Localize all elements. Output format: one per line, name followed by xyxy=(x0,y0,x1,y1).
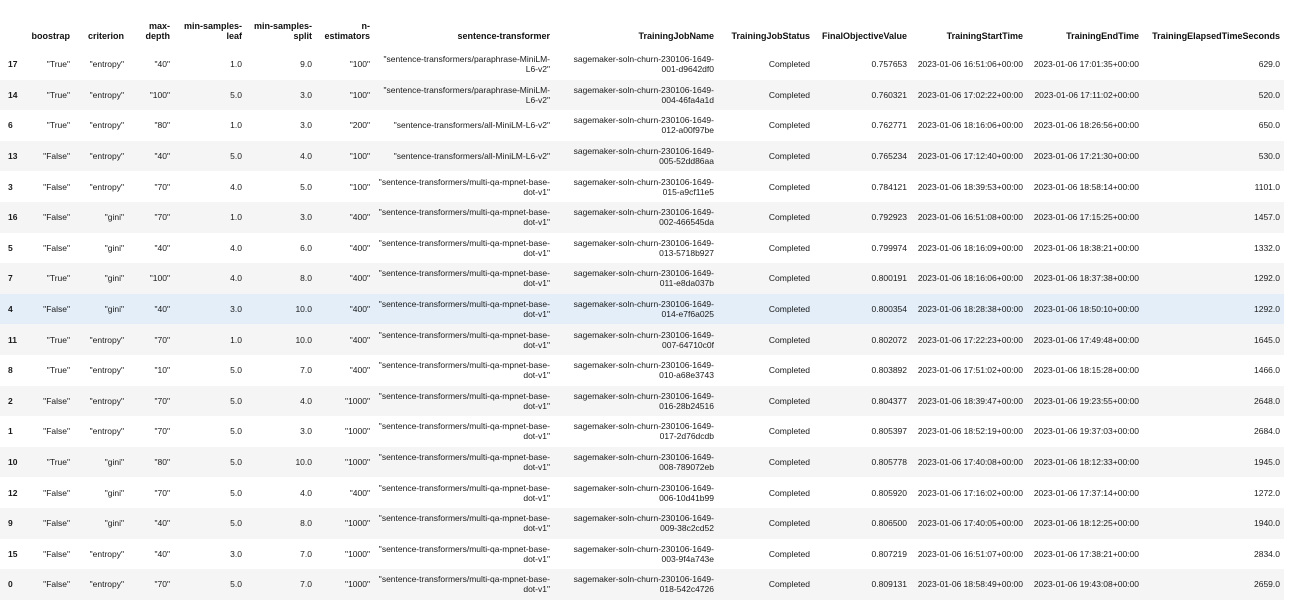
n-estimators-cell: "400" xyxy=(316,202,374,233)
training-start-time-cell: 2023-01-06 17:40:05+00:00 xyxy=(911,508,1027,539)
criterion-cell: "entropy" xyxy=(74,49,128,80)
training-job-status-cell: Completed xyxy=(718,202,814,233)
final-objective-value-cell: 0.804377 xyxy=(814,386,911,417)
training-elapsed-time-cell: 1457.0 xyxy=(1143,202,1284,233)
min-samples-split-cell: 7.0 xyxy=(246,355,316,386)
criterion-cell: "gini" xyxy=(74,477,128,508)
row-index: 8 xyxy=(0,355,24,386)
training-end-time-cell: 2023-01-06 18:26:56+00:00 xyxy=(1027,110,1143,141)
table-row[interactable] xyxy=(0,80,1284,111)
n-estimators-cell: "1000" xyxy=(316,386,374,417)
sentence-transformer-header: sentence-transformer xyxy=(457,31,550,41)
training-job-status-cell: Completed xyxy=(718,49,814,80)
n-estimators-cell: "400" xyxy=(316,294,374,325)
row-index: 0 xyxy=(0,569,24,600)
final-objective-value-cell: 0.805920 xyxy=(814,477,911,508)
min-samples-leaf-cell: 4.0 xyxy=(174,233,246,264)
sentence-transformer-cell: "sentence-transformers/all-MiniLM-L6-v2" xyxy=(374,141,554,172)
min-samples-split-cell: 8.0 xyxy=(246,263,316,294)
training-elapsed-time-cell: 1272.0 xyxy=(1143,477,1284,508)
row-index: 11 xyxy=(0,324,24,355)
min-samples-leaf-header: min-samples-leaf xyxy=(183,21,242,41)
min-samples-leaf-cell: 5.0 xyxy=(174,569,246,600)
training-end-time-cell: 2023-01-06 18:12:25+00:00 xyxy=(1027,508,1143,539)
final-objective-value-cell: 0.757653 xyxy=(814,49,911,80)
final-objective-value-cell: 0.799974 xyxy=(814,233,911,264)
training-job-name-cell: sagemaker-soln-churn-230106-1649-012-a00f97be xyxy=(554,110,718,141)
boostrap-cell: "True" xyxy=(24,447,74,478)
training-job-name-cell: sagemaker-soln-churn-230106-1649-001-d9642df0 xyxy=(554,49,718,80)
criterion-cell: "entropy" xyxy=(74,416,128,447)
boostrap-cell: "False" xyxy=(24,477,74,508)
max-depth-cell: "100" xyxy=(128,80,174,111)
min-samples-leaf-cell: 5.0 xyxy=(174,355,246,386)
training-job-status-cell: Completed xyxy=(718,416,814,447)
min-samples-split-cell: 7.0 xyxy=(246,569,316,600)
training-job-name-header: TrainingJobName xyxy=(638,31,714,41)
table-row[interactable] xyxy=(0,569,1284,600)
table-row[interactable] xyxy=(0,508,1284,539)
max-depth-cell: "70" xyxy=(128,386,174,417)
training-end-time-cell: 2023-01-06 19:43:08+00:00 xyxy=(1027,569,1143,600)
row-index: 9 xyxy=(0,508,24,539)
boostrap-cell: "True" xyxy=(24,263,74,294)
training-start-time-cell: 2023-01-06 18:39:47+00:00 xyxy=(911,386,1027,417)
final-objective-value-cell: 0.760321 xyxy=(814,80,911,111)
training-job-status-cell: Completed xyxy=(718,355,814,386)
row-index: 5 xyxy=(0,233,24,264)
sentence-transformer-cell: "sentence-transformers/paraphrase-MiniLM-L6-v2" xyxy=(374,49,554,80)
final-objective-value-cell: 0.807219 xyxy=(814,539,911,570)
criterion-cell: "entropy" xyxy=(74,141,128,172)
training-job-status-header: TrainingJobStatus xyxy=(731,31,810,41)
table-header xyxy=(0,0,1284,49)
n-estimators-cell: "400" xyxy=(316,263,374,294)
training-end-time-cell: 2023-01-06 18:38:21+00:00 xyxy=(1027,233,1143,264)
row-index: 15 xyxy=(0,539,24,570)
min-samples-leaf-cell: 5.0 xyxy=(174,477,246,508)
min-samples-leaf-cell: 3.0 xyxy=(174,294,246,325)
boostrap-cell: "False" xyxy=(24,294,74,325)
n-estimators-cell: "400" xyxy=(316,477,374,508)
training-job-status-cell: Completed xyxy=(718,263,814,294)
criterion-cell: "gini" xyxy=(74,202,128,233)
training-elapsed-time-cell: 1466.0 xyxy=(1143,355,1284,386)
training-job-name-cell: sagemaker-soln-churn-230106-1649-003-9f4a743e xyxy=(554,539,718,570)
min-samples-split-cell: 3.0 xyxy=(246,110,316,141)
table-row[interactable] xyxy=(0,324,1284,355)
training-job-name-cell: sagemaker-soln-churn-230106-1649-014-e7f6a025 xyxy=(554,294,718,325)
criterion-cell: "entropy" xyxy=(74,355,128,386)
min-samples-split-cell: 4.0 xyxy=(246,141,316,172)
final-objective-value-cell: 0.802072 xyxy=(814,324,911,355)
training-start-time-cell: 2023-01-06 16:51:08+00:00 xyxy=(911,202,1027,233)
header-row xyxy=(0,0,1284,49)
training-end-time-cell: 2023-01-06 18:37:38+00:00 xyxy=(1027,263,1143,294)
training-job-status-cell: Completed xyxy=(718,233,814,264)
max-depth-cell: "70" xyxy=(128,569,174,600)
training-job-status-cell: Completed xyxy=(718,539,814,570)
sentence-transformer-cell: "sentence-transformers/multi-qa-mpnet-base-dot-v1" xyxy=(374,508,554,539)
n-estimators-cell: "100" xyxy=(316,141,374,172)
min-samples-leaf-cell: 1.0 xyxy=(174,324,246,355)
min-samples-leaf-cell: 1.0 xyxy=(174,110,246,141)
final-objective-value-cell: 0.806500 xyxy=(814,508,911,539)
min-samples-leaf-cell: 1.0 xyxy=(174,202,246,233)
row-index: 3 xyxy=(0,171,24,202)
sentence-transformer-cell: "sentence-transformers/multi-qa-mpnet-base-dot-v1" xyxy=(374,355,554,386)
table-row[interactable] xyxy=(0,355,1284,386)
training-job-status-cell: Completed xyxy=(718,447,814,478)
training-end-time-cell: 2023-01-06 18:15:28+00:00 xyxy=(1027,355,1143,386)
n-estimators-cell: "100" xyxy=(316,171,374,202)
training-job-name-cell: sagemaker-soln-churn-230106-1649-011-e8da037b xyxy=(554,263,718,294)
n-estimators-cell: "400" xyxy=(316,324,374,355)
training-elapsed-time-cell: 1945.0 xyxy=(1143,447,1284,478)
max-depth-cell: "10" xyxy=(128,355,174,386)
min-samples-split-cell: 8.0 xyxy=(246,508,316,539)
training-end-time-header: TrainingEndTime xyxy=(1066,31,1139,41)
min-samples-leaf-cell: 5.0 xyxy=(174,447,246,478)
training-job-status-cell: Completed xyxy=(718,324,814,355)
row-index: 13 xyxy=(0,141,24,172)
table-row[interactable] xyxy=(0,416,1284,447)
training-job-name-cell: sagemaker-soln-churn-230106-1649-005-52dd86aa xyxy=(554,141,718,172)
training-end-time-cell: 2023-01-06 17:37:14+00:00 xyxy=(1027,477,1143,508)
n-estimators-cell: "1000" xyxy=(316,447,374,478)
training-end-time-cell: 2023-01-06 18:12:33+00:00 xyxy=(1027,447,1143,478)
training-end-time-cell: 2023-01-06 17:38:21+00:00 xyxy=(1027,539,1143,570)
training-job-name-cell: sagemaker-soln-churn-230106-1649-018-542c4726 xyxy=(554,569,718,600)
boostrap-cell: "False" xyxy=(24,539,74,570)
training-job-status-cell: Completed xyxy=(718,110,814,141)
training-job-name-cell: sagemaker-soln-churn-230106-1649-015-a9cf11e5 xyxy=(554,171,718,202)
training-job-status-cell: Completed xyxy=(718,141,814,172)
row-index: 14 xyxy=(0,80,24,111)
criterion-cell: "entropy" xyxy=(74,324,128,355)
training-start-time-cell: 2023-01-06 18:16:06+00:00 xyxy=(911,263,1027,294)
training-job-name-cell: sagemaker-soln-churn-230106-1649-007-64710c0f xyxy=(554,324,718,355)
final-objective-value-cell: 0.765234 xyxy=(814,141,911,172)
training-end-time-cell: 2023-01-06 17:21:30+00:00 xyxy=(1027,141,1143,172)
table-row[interactable] xyxy=(0,202,1284,233)
row-index: 4 xyxy=(0,294,24,325)
training-elapsed-time-cell: 2659.0 xyxy=(1143,569,1284,600)
boostrap-cell: "True" xyxy=(24,49,74,80)
criterion-cell: "gini" xyxy=(74,447,128,478)
training-end-time-cell: 2023-01-06 19:23:55+00:00 xyxy=(1027,386,1143,417)
training-start-time-cell: 2023-01-06 18:58:49+00:00 xyxy=(911,569,1027,600)
boostrap-cell: "False" xyxy=(24,569,74,600)
boostrap-cell: "True" xyxy=(24,355,74,386)
row-index: 10 xyxy=(0,447,24,478)
max-depth-cell: "100" xyxy=(128,263,174,294)
sentence-transformer-cell: "sentence-transformers/multi-qa-mpnet-base-dot-v1" xyxy=(374,386,554,417)
final-objective-value-cell: 0.805397 xyxy=(814,416,911,447)
min-samples-split-cell: 10.0 xyxy=(246,294,316,325)
training-elapsed-time-cell: 520.0 xyxy=(1143,80,1284,111)
min-samples-leaf-cell: 5.0 xyxy=(174,141,246,172)
training-start-time-cell: 2023-01-06 18:16:09+00:00 xyxy=(911,233,1027,264)
criterion-cell: "entropy" xyxy=(74,569,128,600)
final-objective-value-cell: 0.784121 xyxy=(814,171,911,202)
table-row[interactable] xyxy=(0,110,1284,141)
n-estimators-cell: "1000" xyxy=(316,539,374,570)
sentence-transformer-cell: "sentence-transformers/multi-qa-mpnet-base-dot-v1" xyxy=(374,416,554,447)
training-elapsed-time-cell: 1332.0 xyxy=(1143,233,1284,264)
sentence-transformer-cell: "sentence-transformers/multi-qa-mpnet-base-dot-v1" xyxy=(374,171,554,202)
training-job-name-cell: sagemaker-soln-churn-230106-1649-017-2d76dcdb xyxy=(554,416,718,447)
training-job-status-cell: Completed xyxy=(718,294,814,325)
min-samples-split-header: min-samples-split xyxy=(253,21,312,41)
row-index: 6 xyxy=(0,110,24,141)
n-estimators-cell: "1000" xyxy=(316,569,374,600)
max-depth-cell: "40" xyxy=(128,539,174,570)
training-elapsed-time-cell: 1645.0 xyxy=(1143,324,1284,355)
boostrap-cell: "True" xyxy=(24,110,74,141)
table-row[interactable] xyxy=(0,171,1284,202)
row-index: 1 xyxy=(0,416,24,447)
n-estimators-cell: "200" xyxy=(316,110,374,141)
n-estimators-cell: "400" xyxy=(316,355,374,386)
criterion-cell: "gini" xyxy=(74,263,128,294)
table-row[interactable] xyxy=(0,141,1284,172)
training-start-time-cell: 2023-01-06 16:51:07+00:00 xyxy=(911,539,1027,570)
training-end-time-cell: 2023-01-06 17:11:02+00:00 xyxy=(1027,80,1143,111)
n-estimators-cell: "1000" xyxy=(316,508,374,539)
sentence-transformer-cell: "sentence-transformers/all-MiniLM-L6-v2" xyxy=(374,110,554,141)
training-start-time-cell: 2023-01-06 17:16:02+00:00 xyxy=(911,477,1027,508)
training-start-time-header: TrainingStartTime xyxy=(946,31,1023,41)
n-estimators-header: n-estimators xyxy=(324,21,370,41)
row-index: 12 xyxy=(0,477,24,508)
training-job-status-cell: Completed xyxy=(718,80,814,111)
final-objective-value-cell: 0.792923 xyxy=(814,202,911,233)
training-start-time-cell: 2023-01-06 17:02:22+00:00 xyxy=(911,80,1027,111)
sentence-transformer-cell: "sentence-transformers/multi-qa-mpnet-base-dot-v1" xyxy=(374,202,554,233)
boostrap-cell: "False" xyxy=(24,171,74,202)
training-elapsed-time-cell: 2648.0 xyxy=(1143,386,1284,417)
training-end-time-cell: 2023-01-06 19:37:03+00:00 xyxy=(1027,416,1143,447)
row-index: 17 xyxy=(0,49,24,80)
training-job-name-cell: sagemaker-soln-churn-230106-1649-002-466545da xyxy=(554,202,718,233)
sentence-transformer-cell: "sentence-transformers/multi-qa-mpnet-base-dot-v1" xyxy=(374,539,554,570)
max-depth-cell: "70" xyxy=(128,324,174,355)
training-elapsed-time-cell: 1101.0 xyxy=(1143,171,1284,202)
boostrap-cell: "False" xyxy=(24,141,74,172)
training-job-name-cell: sagemaker-soln-churn-230106-1649-009-38c2cd52 xyxy=(554,508,718,539)
boostrap-cell: "True" xyxy=(24,324,74,355)
criterion-cell: "entropy" xyxy=(74,110,128,141)
training-job-name-cell: sagemaker-soln-churn-230106-1649-010-a68e3743 xyxy=(554,355,718,386)
n-estimators-cell: "100" xyxy=(316,80,374,111)
max-depth-cell: "70" xyxy=(128,171,174,202)
max-depth-cell: "80" xyxy=(128,447,174,478)
training-elapsed-time-cell: 2684.0 xyxy=(1143,416,1284,447)
n-estimators-cell: "1000" xyxy=(316,416,374,447)
table-row[interactable] xyxy=(0,294,1284,325)
max-depth-cell: "40" xyxy=(128,294,174,325)
min-samples-split-cell: 7.0 xyxy=(246,539,316,570)
final-objective-value-cell: 0.800354 xyxy=(814,294,911,325)
max-depth-cell: "70" xyxy=(128,477,174,508)
training-elapsed-time-header: TrainingElapsedTimeSeconds xyxy=(1152,31,1280,41)
sentence-transformer-cell: "sentence-transformers/multi-qa-mpnet-base-dot-v1" xyxy=(374,477,554,508)
training-start-time-cell: 2023-01-06 18:28:38+00:00 xyxy=(911,294,1027,325)
sentence-transformer-cell: "sentence-transformers/multi-qa-mpnet-base-dot-v1" xyxy=(374,263,554,294)
min-samples-leaf-cell: 5.0 xyxy=(174,416,246,447)
max-depth-header: max-depth xyxy=(145,21,170,41)
n-estimators-cell: "100" xyxy=(316,49,374,80)
sentence-transformer-cell: "sentence-transformers/multi-qa-mpnet-base-dot-v1" xyxy=(374,324,554,355)
final-objective-value-cell: 0.762771 xyxy=(814,110,911,141)
max-depth-cell: "70" xyxy=(128,202,174,233)
boostrap-cell: "False" xyxy=(24,233,74,264)
row-index: 16 xyxy=(0,202,24,233)
table-row[interactable] xyxy=(0,49,1284,80)
training-job-name-cell: sagemaker-soln-churn-230106-1649-006-10d41b99 xyxy=(554,477,718,508)
min-samples-leaf-cell: 1.0 xyxy=(174,49,246,80)
min-samples-leaf-cell: 3.0 xyxy=(174,539,246,570)
max-depth-cell: "80" xyxy=(128,110,174,141)
table-body xyxy=(0,49,1284,600)
final-objective-value-cell: 0.805778 xyxy=(814,447,911,478)
training-elapsed-time-cell: 1940.0 xyxy=(1143,508,1284,539)
training-end-time-cell: 2023-01-06 18:50:10+00:00 xyxy=(1027,294,1143,325)
table-row[interactable] xyxy=(0,386,1284,417)
max-depth-cell: "40" xyxy=(128,49,174,80)
final-objective-value-header: FinalObjectiveValue xyxy=(821,31,907,41)
training-elapsed-time-cell: 1292.0 xyxy=(1143,294,1284,325)
training-elapsed-time-cell: 1292.0 xyxy=(1143,263,1284,294)
criterion-cell: "entropy" xyxy=(74,386,128,417)
table-row[interactable] xyxy=(0,477,1284,508)
max-depth-cell: "40" xyxy=(128,508,174,539)
training-end-time-cell: 2023-01-06 17:01:35+00:00 xyxy=(1027,49,1143,80)
index-header xyxy=(0,0,24,49)
final-objective-value-cell: 0.803892 xyxy=(814,355,911,386)
boostrap-cell: "False" xyxy=(24,508,74,539)
max-depth-cell: "40" xyxy=(128,233,174,264)
training-end-time-cell: 2023-01-06 18:58:14+00:00 xyxy=(1027,171,1143,202)
boostrap-cell: "False" xyxy=(24,202,74,233)
training-elapsed-time-cell: 629.0 xyxy=(1143,49,1284,80)
min-samples-split-cell: 4.0 xyxy=(246,386,316,417)
table-row[interactable] xyxy=(0,263,1284,294)
min-samples-leaf-cell: 5.0 xyxy=(174,80,246,111)
training-start-time-cell: 2023-01-06 17:51:02+00:00 xyxy=(911,355,1027,386)
training-end-time-cell: 2023-01-06 17:49:48+00:00 xyxy=(1027,324,1143,355)
boostrap-header: boostrap xyxy=(31,31,70,41)
criterion-cell: "gini" xyxy=(74,294,128,325)
min-samples-leaf-cell: 5.0 xyxy=(174,386,246,417)
criterion-cell: "gini" xyxy=(74,508,128,539)
table-row[interactable] xyxy=(0,233,1284,264)
min-samples-split-cell: 6.0 xyxy=(246,233,316,264)
min-samples-split-cell: 4.0 xyxy=(246,477,316,508)
boostrap-cell: "False" xyxy=(24,416,74,447)
training-job-name-cell: sagemaker-soln-churn-230106-1649-013-5718b927 xyxy=(554,233,718,264)
training-start-time-cell: 2023-01-06 16:51:06+00:00 xyxy=(911,49,1027,80)
table-row[interactable] xyxy=(0,447,1284,478)
training-job-status-cell: Completed xyxy=(718,171,814,202)
training-elapsed-time-cell: 2834.0 xyxy=(1143,539,1284,570)
training-job-status-cell: Completed xyxy=(718,508,814,539)
boostrap-cell: "False" xyxy=(24,386,74,417)
sentence-transformer-cell: "sentence-transformers/multi-qa-mpnet-base-dot-v1" xyxy=(374,447,554,478)
table-row[interactable] xyxy=(0,539,1284,570)
training-start-time-cell: 2023-01-06 18:39:53+00:00 xyxy=(911,171,1027,202)
final-objective-value-cell: 0.809131 xyxy=(814,569,911,600)
min-samples-split-cell: 3.0 xyxy=(246,80,316,111)
min-samples-split-cell: 3.0 xyxy=(246,202,316,233)
sentence-transformer-cell: "sentence-transformers/multi-qa-mpnet-base-dot-v1" xyxy=(374,294,554,325)
training-job-name-cell: sagemaker-soln-churn-230106-1649-008-789072eb xyxy=(554,447,718,478)
min-samples-split-cell: 5.0 xyxy=(246,171,316,202)
boostrap-cell: "True" xyxy=(24,80,74,111)
training-end-time-cell: 2023-01-06 17:15:25+00:00 xyxy=(1027,202,1143,233)
max-depth-cell: "40" xyxy=(128,141,174,172)
min-samples-leaf-cell: 4.0 xyxy=(174,171,246,202)
criterion-cell: "gini" xyxy=(74,233,128,264)
min-samples-split-cell: 10.0 xyxy=(246,324,316,355)
criterion-header: criterion xyxy=(87,31,124,41)
sentence-transformer-cell: "sentence-transformers/multi-qa-mpnet-base-dot-v1" xyxy=(374,569,554,600)
min-samples-leaf-cell: 5.0 xyxy=(174,508,246,539)
row-index: 2 xyxy=(0,386,24,417)
training-start-time-cell: 2023-01-06 18:52:19+00:00 xyxy=(911,416,1027,447)
training-job-status-cell: Completed xyxy=(718,477,814,508)
min-samples-leaf-cell: 4.0 xyxy=(174,263,246,294)
training-start-time-cell: 2023-01-06 17:22:23+00:00 xyxy=(911,324,1027,355)
criterion-cell: "entropy" xyxy=(74,539,128,570)
min-samples-split-cell: 10.0 xyxy=(246,447,316,478)
max-depth-cell: "70" xyxy=(128,416,174,447)
training-job-status-cell: Completed xyxy=(718,386,814,417)
training-elapsed-time-cell: 530.0 xyxy=(1143,141,1284,172)
training-job-name-cell: sagemaker-soln-churn-230106-1649-016-28b24516 xyxy=(554,386,718,417)
criterion-cell: "entropy" xyxy=(74,171,128,202)
min-samples-split-cell: 9.0 xyxy=(246,49,316,80)
n-estimators-cell: "400" xyxy=(316,233,374,264)
training-start-time-cell: 2023-01-06 18:16:06+00:00 xyxy=(911,110,1027,141)
final-objective-value-cell: 0.800191 xyxy=(814,263,911,294)
training-start-time-cell: 2023-01-06 17:40:08+00:00 xyxy=(911,447,1027,478)
sentence-transformer-cell: "sentence-transformers/multi-qa-mpnet-base-dot-v1" xyxy=(374,233,554,264)
criterion-cell: "entropy" xyxy=(74,80,128,111)
row-index: 7 xyxy=(0,263,24,294)
training-elapsed-time-cell: 650.0 xyxy=(1143,110,1284,141)
training-start-time-cell: 2023-01-06 17:12:40+00:00 xyxy=(911,141,1027,172)
training-job-name-cell: sagemaker-soln-churn-230106-1649-004-46fa4a1d xyxy=(554,80,718,111)
min-samples-split-cell: 3.0 xyxy=(246,416,316,447)
training-job-status-cell: Completed xyxy=(718,569,814,600)
sentence-transformer-cell: "sentence-transformers/paraphrase-MiniLM-L6-v2" xyxy=(374,80,554,111)
